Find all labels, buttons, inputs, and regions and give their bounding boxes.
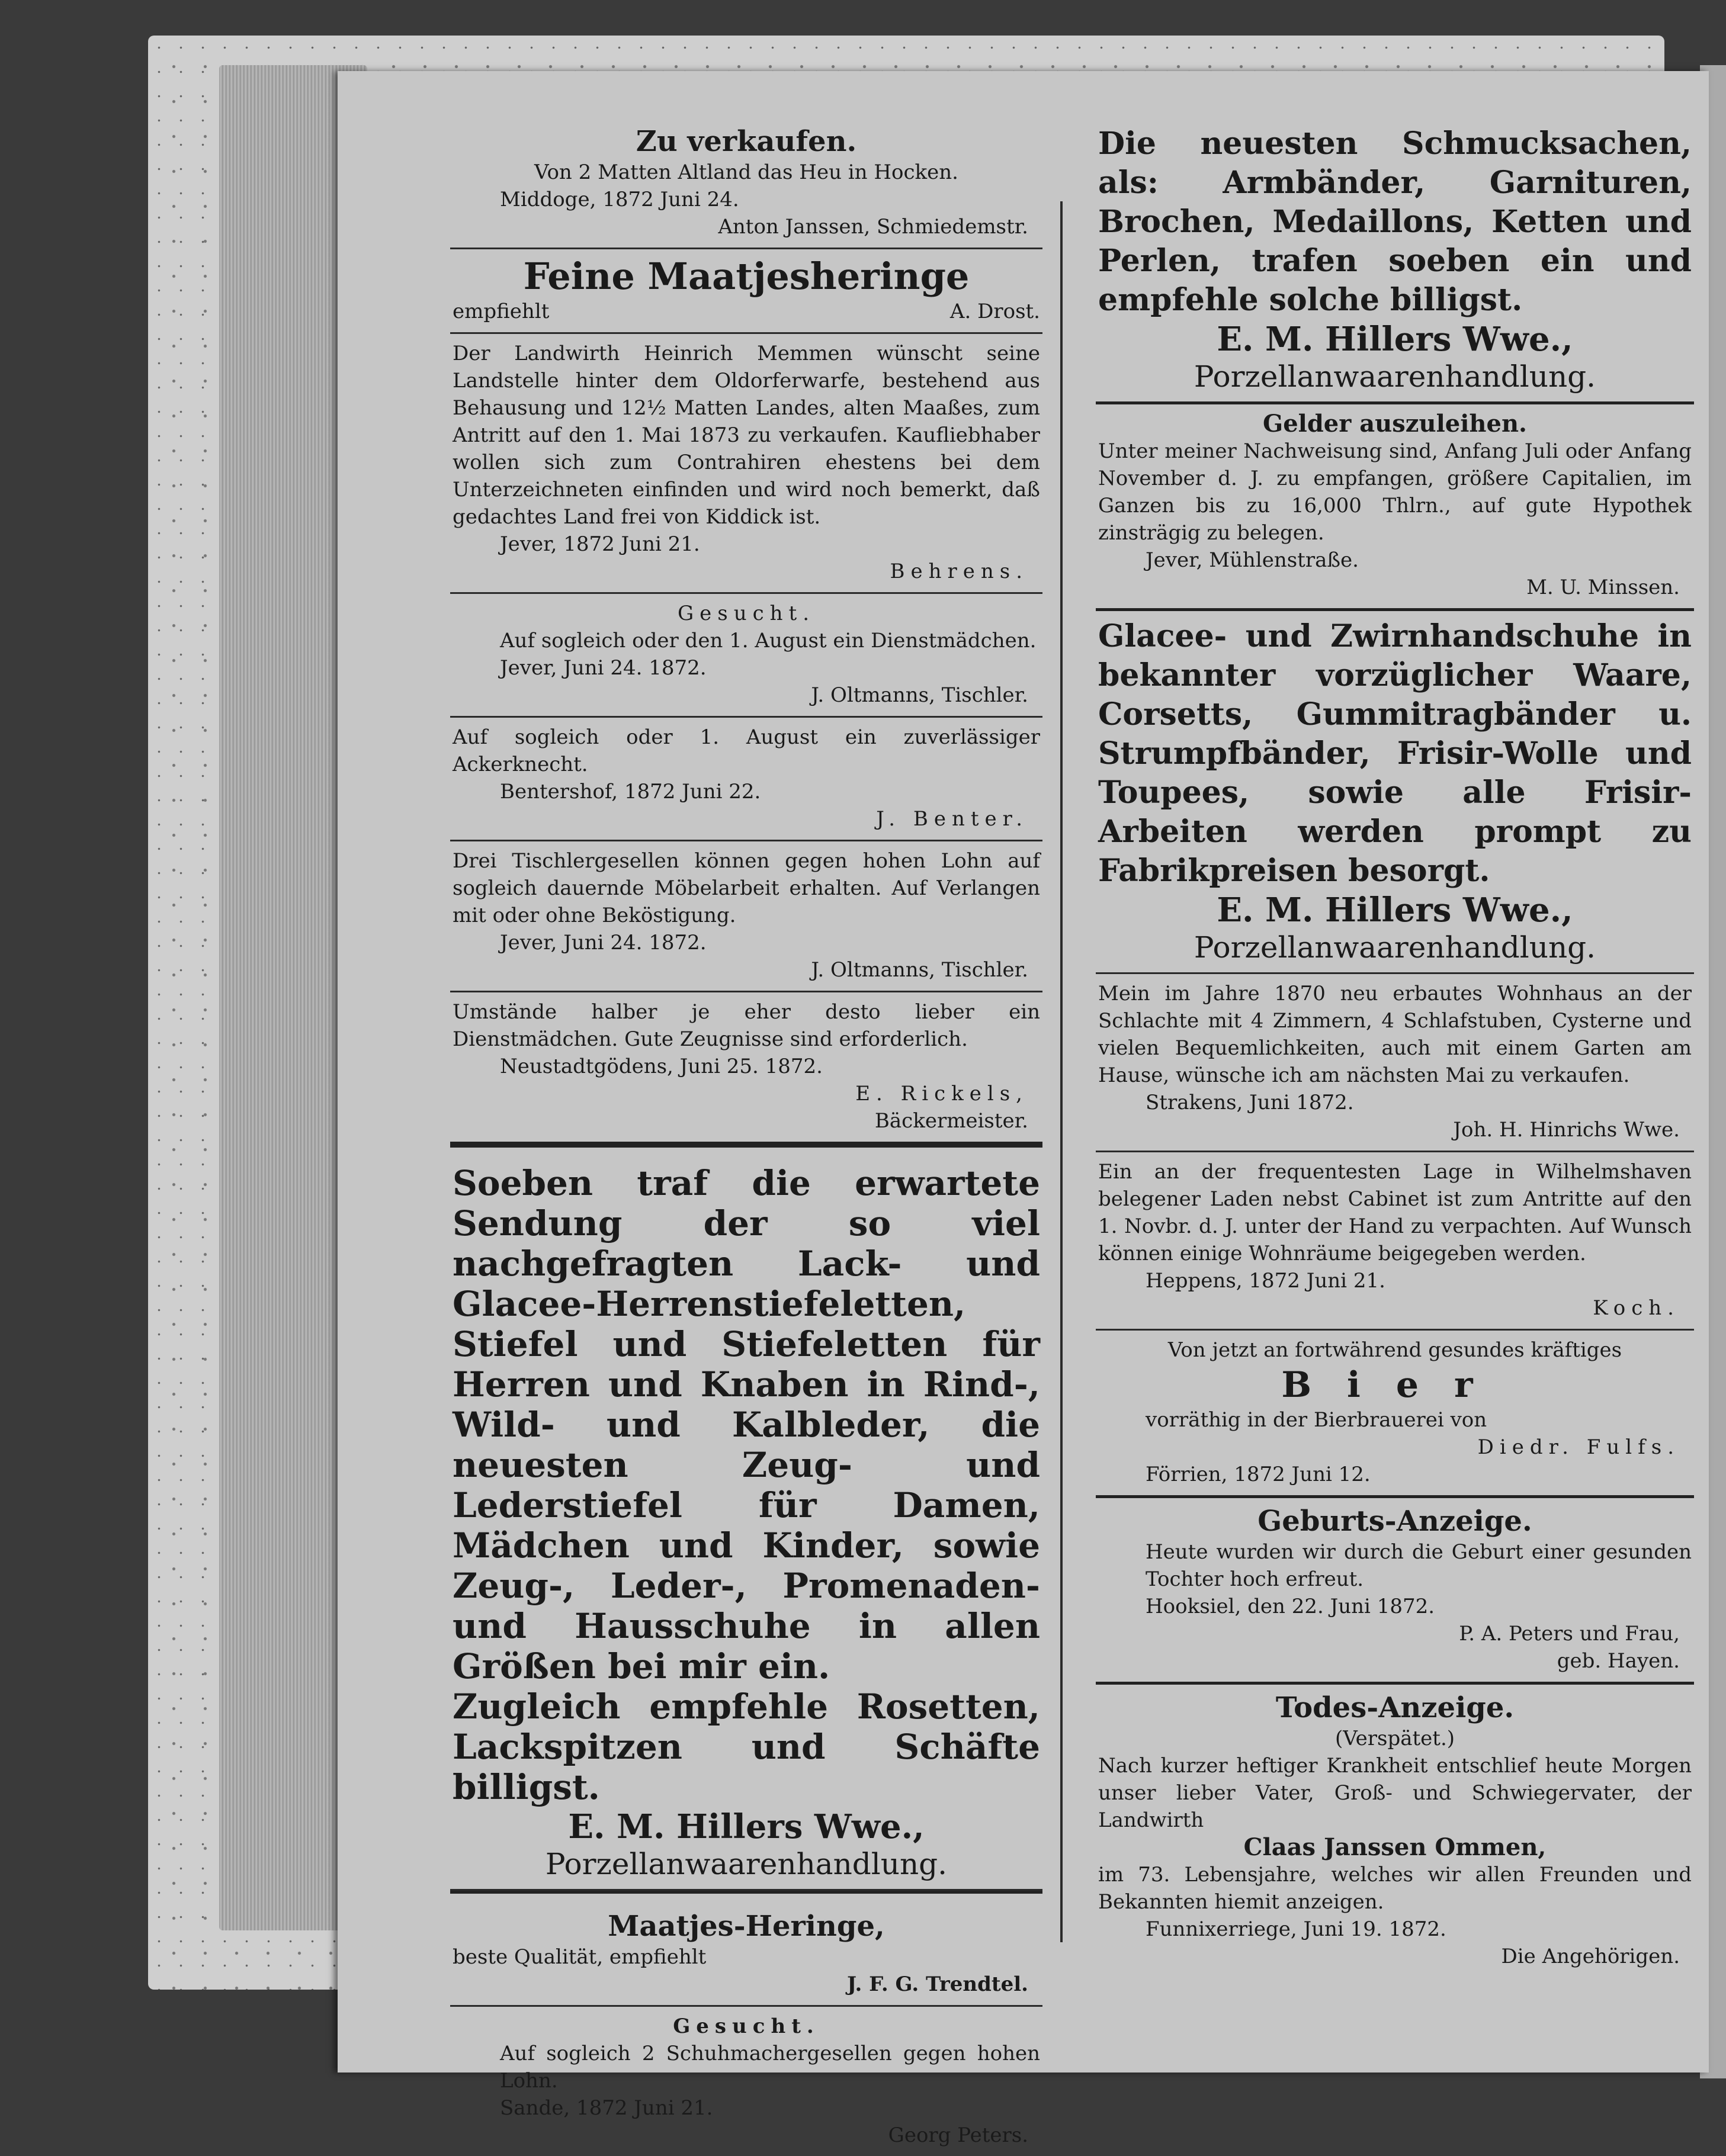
ad-heading: Gesucht. — [673, 2014, 820, 2038]
ad-signature: E. Rickels, — [855, 1082, 1028, 1106]
ad-place-date: Heppens, 1872 Juni 21. — [1146, 1269, 1385, 1293]
ad-place-date: Strakens, Juni 1872. — [1146, 1091, 1354, 1114]
right-column — [1096, 118, 1694, 1977]
ad-place-date: Förrien, 1872 Juni 12. — [1146, 1463, 1371, 1486]
ad-text: Die neuesten Schmucksachen, als: Armbänder, Garnituren, Brochen, Medaillons, Ketten und Perlen, trafen soeben ein und empfehle solche billigst. — [1098, 126, 1692, 318]
ad-signature-sub: Porzellanwaarenhandlung. — [1194, 930, 1596, 965]
ad-zu-verkaufen — [450, 118, 1042, 249]
ad-schmucksachen — [1096, 118, 1694, 404]
ad-heading: Todes-Anzeige. — [1275, 1691, 1515, 1724]
ad-text: Umstände halber je eher desto lieber ein Dienstmädchen. Gute Zeugnisse sind erforderlich. — [453, 1000, 1040, 1051]
ad-signature-2: geb. Hayen. — [1557, 1649, 1680, 1673]
ad-text: Von 2 Matten Altland das Heu in Hocken. — [534, 160, 958, 184]
ad-signature: E. M. Hillers Wwe., — [1217, 891, 1573, 930]
ad-schuhmachergesellen — [450, 2007, 1042, 2156]
ad-signature: J. Benter. — [876, 807, 1028, 831]
ad-heading: Zu verkaufen. — [636, 125, 857, 158]
ad-text: Von jetzt an fortwährend gesundes kräftiges — [1167, 1338, 1622, 1362]
ad-signature-title: Bäckermeister. — [874, 1109, 1028, 1133]
ad-signature: Koch. — [1593, 1296, 1680, 1320]
ad-signature: Joh. H. Hinrichs Wwe. — [1453, 1118, 1680, 1142]
ad-heading: Geburts-Anzeige. — [1257, 1505, 1532, 1538]
ad-tischlergesellen — [450, 841, 1042, 992]
ad-place-date: Bentershof, 1872 Juni 22. — [500, 780, 761, 804]
ad-text: Auf sogleich oder 1. August ein zuverlässiger Ackerknecht. — [453, 725, 1040, 776]
ad-text-2: im 73. Lebensjahre, welches wir allen Freunden und Bekannten hiemit anzeigen. — [1098, 1863, 1692, 1914]
ad-signature-sub: Porzellanwaarenhandlung. — [1194, 359, 1596, 394]
left-column — [450, 118, 1042, 2156]
ad-signature-sub: Porzellanwaarenhandlung. — [545, 1847, 948, 1881]
ad-bier-word: Bier — [1281, 1364, 1509, 1406]
ad-landstelle — [450, 334, 1042, 594]
ad-signature: E. M. Hillers Wwe., — [1217, 320, 1573, 359]
ad-place-date: Hooksiel, den 22. Juni 1872. — [1146, 1595, 1435, 1618]
ad-text: Ein an der frequentesten Lage in Wilhelmshaven belegener Laden nebst Cabinet ist zum Antritte auf den 1. Novbr. d. J. unter der Hand zu verpachten. Auf Wunsch können einige Wohnräume beigegeben werden. — [1098, 1160, 1692, 1265]
ad-text: Soeben traf die erwartete Sendung der so viel nachgefragten Lack- und Glacee-Herrenstiefeletten, Stiefel und Stiefeletten für Herren und Knaben in Rind-, Wild- und Kalbleder, die neuesten Zeug- und Lederstiefel für Damen, Mädchen und Kinder, sowie Zeug-, Leder-, Promenaden- und Hausschuhe in allen Größen bei mir ein. — [453, 1163, 1040, 1686]
ad-handschuhe — [1096, 611, 1694, 974]
ad-dienstmaedchen-neustadtgoedens — [450, 992, 1042, 1145]
ad-text: Unter meiner Nachweisung sind, Anfang Juli oder Anfang November d. J. zu empfangen, größere Capitalien, im Ganzen bis zu 16,000 Thlrn., auf gute Hypothek zinsträgig zu belegen. — [1098, 439, 1692, 545]
ad-heading: Gesucht. — [677, 602, 816, 625]
ad-heading: Gelder auszuleihen. — [1263, 410, 1527, 438]
ad-maatjesheringe — [450, 249, 1042, 334]
ad-heading: Maatjes-Heringe, — [608, 1910, 885, 1943]
ad-place-date: Jever, Juni 24. 1872. — [500, 931, 707, 955]
ad-text: Nach kurzer heftiger Krankheit entschlief heute Morgen unser lieber Vater, Groß- und Schwiegervater, der Landwirth — [1098, 1754, 1692, 1832]
ad-place-date: Jever, Mühlenstraße. — [1146, 548, 1359, 572]
ad-signature: Die Angehörigen. — [1501, 1945, 1680, 1968]
ad-text-2: Zugleich empfehle Rosetten, Lackspitzen und Schäfte billigst. — [453, 1686, 1040, 1807]
ad-gesucht-dienstmaedchen — [450, 594, 1042, 718]
ad-signature: Diedr. Fulfs. — [1477, 1435, 1680, 1459]
ad-signature: J. F. G. Trendtel. — [847, 1972, 1028, 1996]
ad-deceased-name: Claas Janssen Ommen, — [1243, 1833, 1547, 1861]
ad-place-date: Sande, 1872 Juni 21. — [500, 2096, 713, 2120]
ad-signature: Georg Peters. — [888, 2123, 1028, 2147]
ad-gelder — [1096, 404, 1694, 611]
ad-laden — [1096, 1152, 1694, 1331]
ad-wohnhaus — [1096, 974, 1694, 1152]
ad-text: Heute wurden wir durch die Geburt einer gesunden Tochter hoch erfreut. — [1146, 1540, 1692, 1591]
ad-text: Der Landwirth Heinrich Memmen wünscht seine Landstelle hinter dem Oldorferwarfe, bestehend aus Behausung und 12½ Matten Landes, alten Maaßes, zum Antritt auf den 1. Mai 1873 zu verkaufen. Kaufliebhaber wollen sich zum Contrahiren ehestens bei dem Unterzeichneten einfinden und wird noch bemerkt, daß gedachtes Land frei von Kiddick ist. — [453, 342, 1040, 529]
ad-place-date: Neustadtgödens, Juni 25. 1872. — [500, 1055, 823, 1078]
ad-text: Mein im Jahre 1870 neu erbautes Wohnhaus an der Schlachte mit 4 Zimmern, 4 Schlafstuben, Cysterne und vielen Bequemlichkeiten, auch mit einem Garten am Hause, wünsche ich am nächsten Mai zu verkaufen. — [1098, 982, 1692, 1087]
ad-signature: J. Oltmanns, Tischler. — [811, 683, 1028, 707]
ad-signature: Anton Janssen, Schmiedemstr. — [718, 215, 1028, 239]
ad-text: Drei Tischlergesellen können gegen hohen Lohn auf sogleich dauernde Möbelarbeit erhalten. Auf Verlangen mit oder ohne Beköstigung. — [453, 849, 1040, 927]
ad-signature: Behrens. — [890, 560, 1028, 583]
ad-text: beste Qualität, empfiehlt — [453, 1945, 707, 1969]
ad-text: Auf sogleich 2 Schuhmachergesellen gegen hohen Lohn. — [500, 2042, 1040, 2093]
ad-text: Glacee- und Zwirnhandschuhe in bekannter vorzüglicher Waare, Corsetts, Gummitragbänder u. Strumpfbänder, Frisir-Wolle und Toupees, sowie alle Frisir-Arbeiten werden prompt zu Fabrikpreisen besorgt. — [1098, 618, 1692, 889]
ad-text-2: vorräthig in der Bierbrauerei von — [1146, 1408, 1487, 1432]
ad-heading: Feine Maatjesheringe — [523, 255, 970, 298]
ad-todes-anzeige — [1096, 1685, 1694, 1977]
ad-text: Auf sogleich oder den 1. August ein Dienstmädchen. — [500, 629, 1037, 653]
ad-place-date: Middoge, 1872 Juni 24. — [500, 188, 739, 211]
ad-maatjes-heringe — [450, 1891, 1042, 2007]
ad-stiefeletten — [450, 1145, 1042, 1891]
ad-signature: E. M. Hillers Wwe., — [568, 1807, 925, 1846]
ad-ackerknecht — [450, 718, 1042, 841]
ad-signature: P. A. Peters und Frau, — [1459, 1622, 1680, 1646]
column-divider — [1060, 201, 1063, 1942]
ad-signature: J. Oltmanns, Tischler. — [811, 958, 1028, 982]
ad-signature: A. Drost. — [949, 300, 1040, 323]
ad-note: (Verspätet.) — [1334, 1727, 1455, 1750]
ad-bier — [1096, 1331, 1694, 1498]
ad-place-date: Jever, 1872 Juni 21. — [500, 532, 700, 556]
ad-signature: M. U. Minssen. — [1526, 576, 1680, 599]
ad-place-date: Funnixerriege, Juni 19. 1872. — [1146, 1917, 1446, 1941]
ad-row — [453, 298, 1040, 325]
ad-place-date: Jever, Juni 24. 1872. — [500, 656, 707, 680]
ad-geburts-anzeige — [1096, 1498, 1694, 1685]
ad-text: empfiehlt — [453, 300, 550, 323]
